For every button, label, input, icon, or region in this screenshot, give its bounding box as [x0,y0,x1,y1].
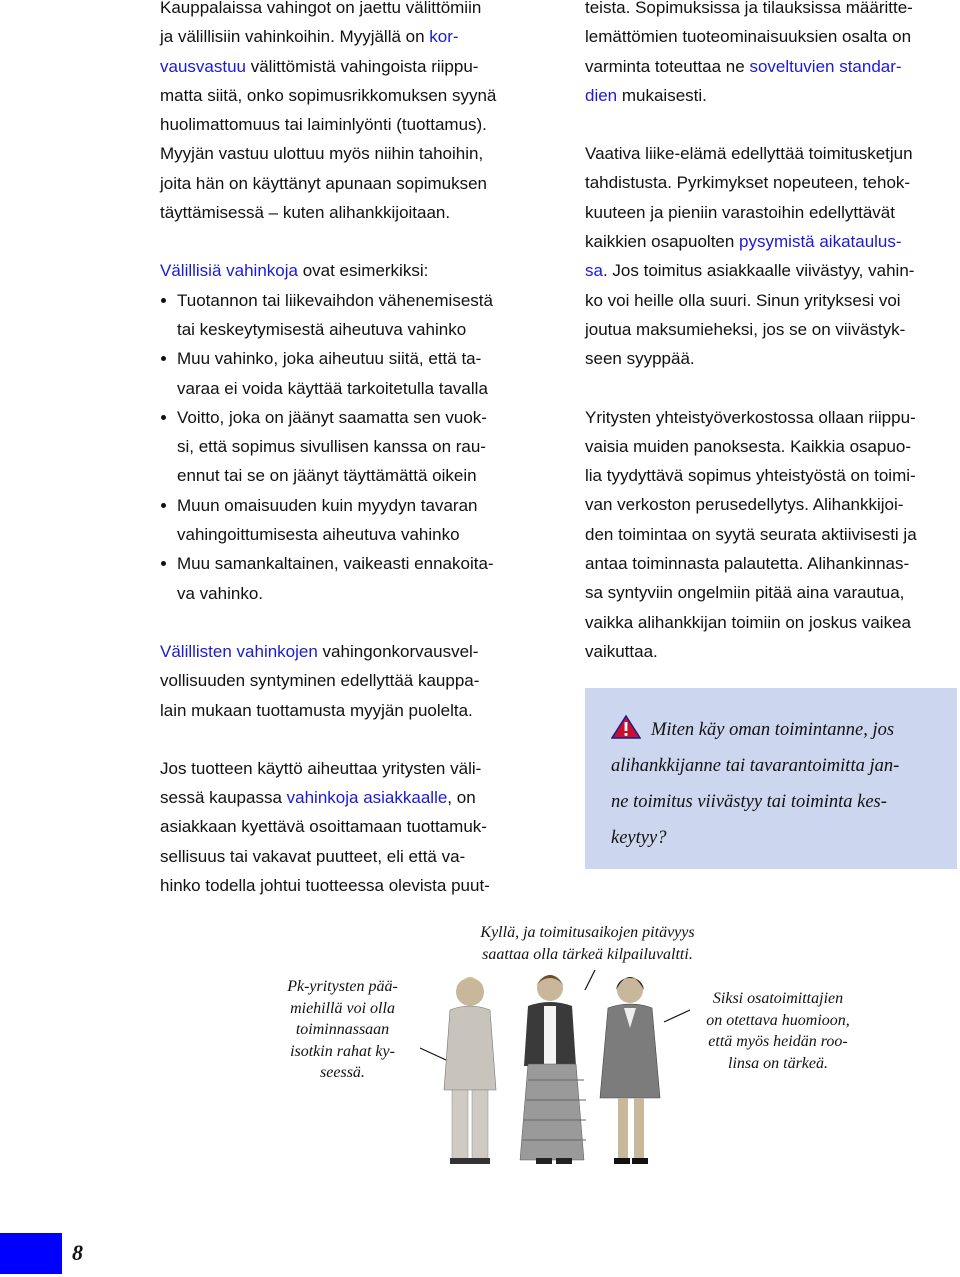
body-line: kuuteen ja pieniin varastoihin edellyttävät [585,202,895,222]
callout-box [585,688,957,869]
body-line: Välillisten vahinkojen vahingonkorvausvel- [160,641,479,661]
body-line: Vaativa liike-elämä edellyttää toimitusketjun [585,144,913,164]
body-line: van verkoston perusedellytys. Alihankkijoi- [585,495,904,515]
keyword: pysymistä aikataulus- [739,232,902,252]
body-line: vollisuuden syntyminen edellyttää kauppa- [160,671,480,691]
keyword: Välillisiä vahinkoja [160,261,298,281]
list-item: Tuotannon tai liikevaihdon vähenemisestä tai keskeytymisestä aiheutuva vahinko [160,286,542,345]
left-column [160,0,542,900]
speech-left: Pk-yritysten pää- miehillä voi olla toiminnassaan isotkin rahat ky- seessä. [287,978,398,1081]
keyword: vausvastuu [160,56,246,76]
page-marker [0,1233,62,1274]
body-line: asiakkaan kyettävä osoittamaan tuottamuk- [160,817,487,837]
body-line: Kauppalaissa vahingot on jaettu välittömiin [160,0,482,17]
body-line: matta siitä, onko sopimusrikkomuksen syynä [160,85,497,105]
body-line: antaa toiminnasta palautetta. Alihankinnas- [585,554,910,574]
three-women-illustration [410,960,680,1170]
body-line: Jos tuotteen käyttö aiheuttaa yritysten väli- [160,758,482,778]
body-line: hinko todella johtui tuotteessa olevista puut- [160,876,490,896]
body-line: sa syntyviin ongelmiin pitää aina varautua, [585,583,905,603]
warning-icon [611,715,641,739]
body-line: dien mukaisesti. [585,85,707,105]
page-number: 8 [72,1240,83,1265]
speech-right: Siksi osatoimittajien on otettava huomioon, että myös heidän roo- linsa on tärkeä. [706,990,850,1072]
list-item: Muu vahinko, joka aiheutuu siitä, että ta- varaa ei voida käyttää tarkoitetulla tavalla [160,344,542,403]
list-item: Muu samankaltainen, vaikeasti ennakoita- va vahinko. [160,549,542,608]
body-line: täyttämisessä – kuten alihankkijoitaan. [160,203,451,223]
body-line: vaikuttaa. [585,641,658,661]
keyword: vahinkoja asiakkaalle [286,788,448,808]
body-line: lia tyydyttävä sopimus yhteistyöstä on toimi- [585,466,916,486]
body-line: vaisia muiden panoksesta. Kaikkia osapuo- [585,436,912,456]
woman-middle [520,975,586,1164]
body-line: teista. Sopimuksissa ja tilauksissa määritte- [585,0,913,17]
body-line: lain mukaan tuottamusta myyjän puolelta. [160,700,473,720]
body-line: sa. Jos toimitus asiakkaalle viivästyy, vahin- [585,261,915,281]
keyword: sa [585,261,603,281]
keyword: kor- [429,27,459,47]
woman-left [444,977,496,1164]
body-line: tahdistusta. Pyrkimykset nopeuteen, tehok- [585,173,911,193]
body-line: joutua maksumieheksi, jos se on viivästyk- [585,319,906,339]
body-line: seen syyppää. [585,349,695,369]
body-line: Yritysten yhteistyöverkostossa ollaan riippu- [585,407,916,427]
list-item: Voitto, joka on jäänyt saamatta sen vuok- si, että sopimus sivullisen kanssa on rau- ennut tai se on jäänyt täyttämättä oikein [160,403,542,491]
body-line: Myyjän vastuu ulottuu myös niihin tahoihin, [160,144,484,164]
body-line: ko voi heille olla suuri. Sinun yrityksesi voi [585,290,901,310]
body-line: lemättömien tuoteominaisuuksien osalta on [585,27,912,47]
body-line: kaikkien osapuolten pysymistä aikataulus- [585,232,902,252]
keyword: dien [585,85,618,105]
list-item: Muun omaisuuden kuin myydyn tavaran vahingoittumisesta aiheutuva vahinko [160,491,542,550]
callout-question: Miten käy oman toimintanne, jos alihankkijanne tai tavarantoimitta jan- ne toimitus viivästyy tai toiminta kes- keytyy? [611,712,941,856]
damage-list [160,286,542,608]
body-line: vausvastuu välittömistä vahingoista riippu- [160,56,479,76]
right-column [585,0,957,666]
keyword: Välillisten vahinkojen [160,641,318,661]
body-line: huolimattomuus tai laiminlyönti (tuottamus). [160,115,487,135]
keyword: soveltuvien standar- [749,56,902,76]
body-line: vaikka alihankkijan toimiin on joskus vaikea [585,612,911,632]
body-line: sellisuus tai vakavat puutteet, eli että va- [160,846,466,866]
woman-right [600,977,660,1164]
body-line: joita hän on käyttänyt apunaan sopimuksen [160,173,488,193]
body-line: den toimintaa on syytä seurata aktiivisesti ja [585,524,917,544]
speech-top: Kyllä, ja toimitusaikojen pitävyys saattaa olla tärkeä kilpailuvaltti. [480,924,695,963]
body-line: varminta toteuttaa ne soveltuvien standar- [585,56,902,76]
body-line: sessä kaupassa vahinkoja asiakkaalle, on [160,788,476,808]
body-line: ja välillisiin vahinkoihin. Myyjällä on kor- [160,27,459,47]
list-intro: Välillisiä vahinkoja ovat esimerkiksi: [160,261,429,281]
